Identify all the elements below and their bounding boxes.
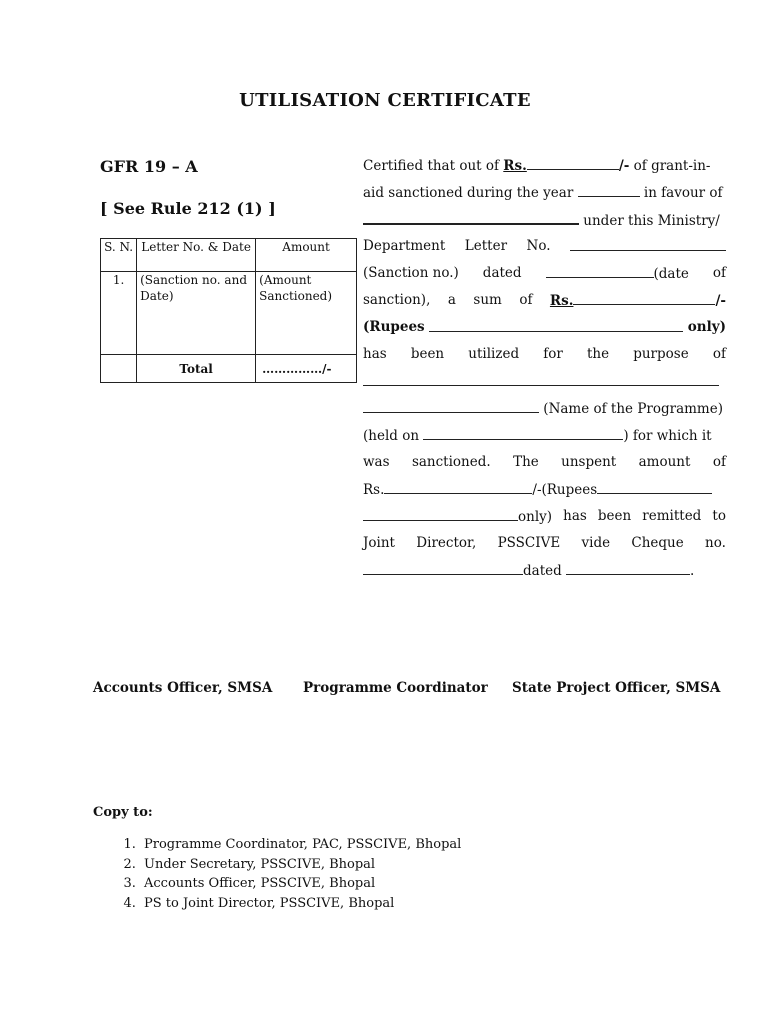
purpose-blank bbox=[363, 368, 719, 386]
rupees-words-blank bbox=[429, 314, 683, 332]
copy-to-label: Copy to: bbox=[93, 805, 153, 820]
para-word: remitted bbox=[642, 508, 702, 524]
para-word: has bbox=[563, 508, 587, 524]
list-item: 2. Under Secretary, PSSCIVE, Bhopal bbox=[140, 855, 461, 875]
para-word: Department bbox=[363, 238, 446, 254]
signature-accounts-officer: Accounts Officer, SMSA bbox=[93, 680, 273, 696]
para-line-13 bbox=[363, 476, 726, 503]
para-line-8 bbox=[363, 341, 726, 368]
total-label: Total bbox=[137, 355, 256, 383]
letter-no-blank bbox=[570, 233, 726, 251]
para-word: has bbox=[363, 346, 387, 362]
table-row bbox=[101, 272, 357, 355]
sum-blank bbox=[573, 287, 715, 305]
para-word: Director, bbox=[416, 535, 477, 551]
para-word: Joint bbox=[363, 535, 395, 551]
signature-state-project-officer: State Project Officer, SMSA bbox=[512, 680, 721, 696]
para-word: sanction), bbox=[363, 292, 431, 308]
para-line-12 bbox=[363, 449, 726, 476]
para-text: (Name of the Programme) bbox=[543, 401, 723, 417]
cheque-no-blank bbox=[363, 557, 523, 575]
header-sn: S. N. bbox=[101, 239, 137, 272]
list-item: 1. Programme Coordinator, PAC, PSSCIVE, Bhopal bbox=[140, 835, 461, 855]
para-line-4 bbox=[363, 233, 726, 260]
para-word: of bbox=[712, 346, 726, 362]
rule-reference: [ See Rule 212 (1) ] bbox=[100, 199, 276, 218]
para-text: Certified that out of bbox=[363, 158, 499, 174]
para-text: of grant-in- bbox=[633, 158, 711, 174]
rs-label: Rs. bbox=[549, 293, 574, 309]
rs-label: Rs. bbox=[363, 482, 385, 498]
signature-programme-coordinator: Programme Coordinator bbox=[303, 680, 488, 696]
para-word: of bbox=[712, 265, 726, 281]
list-item: 4. PS to Joint Director, PSSCIVE, Bhopal bbox=[140, 894, 461, 914]
para-line-15 bbox=[363, 530, 726, 557]
para-word: (Sanction no.) bbox=[363, 265, 459, 281]
dated-blank bbox=[546, 260, 654, 278]
para-word: sum bbox=[473, 292, 502, 308]
total-value: ……………/- bbox=[256, 355, 357, 383]
para-word: No. bbox=[526, 238, 551, 254]
held-on-blank bbox=[423, 422, 623, 440]
para-word: (date bbox=[653, 266, 689, 282]
para-word: sanctioned. bbox=[411, 454, 491, 470]
para-line-6 bbox=[363, 287, 726, 314]
amount-blank bbox=[527, 152, 619, 170]
para-word: only) bbox=[518, 509, 553, 525]
para-word: was bbox=[363, 454, 390, 470]
row-sn: 1. bbox=[101, 272, 137, 355]
para-text: /-(Rupees bbox=[532, 482, 598, 498]
rupees-label: (Rupees bbox=[363, 319, 425, 335]
para-word: to bbox=[712, 508, 726, 524]
header-amount: Amount bbox=[256, 239, 357, 272]
table-header-row bbox=[101, 239, 357, 272]
para-word: a bbox=[447, 292, 456, 308]
para-word: been bbox=[410, 346, 445, 362]
para-text: . bbox=[690, 563, 695, 579]
para-text: (held on bbox=[363, 428, 420, 444]
para-word: unspent bbox=[561, 454, 617, 470]
table-total-row bbox=[101, 355, 357, 383]
para-text: in favour of bbox=[643, 185, 723, 201]
document-title: UTILISATION CERTIFICATE bbox=[239, 90, 531, 111]
para-word: vide bbox=[581, 535, 611, 551]
unspent-blank bbox=[384, 476, 532, 494]
para-line-7 bbox=[363, 314, 726, 341]
form-number: GFR 19 – A bbox=[100, 157, 198, 176]
para-line-2 bbox=[363, 179, 726, 206]
total-blank bbox=[101, 355, 137, 383]
para-word: dated bbox=[482, 265, 522, 281]
para-word: Letter bbox=[464, 238, 508, 254]
row-amount: (Amount Sanctioned) bbox=[256, 272, 357, 355]
para-word: The bbox=[513, 454, 539, 470]
para-line-1 bbox=[363, 152, 726, 179]
para-line-10 bbox=[363, 395, 726, 422]
certificate-paragraph bbox=[363, 152, 726, 592]
para-text: dated bbox=[523, 563, 562, 579]
only-label: only) bbox=[687, 319, 726, 335]
para-word: purpose bbox=[633, 346, 689, 362]
para-line-3 bbox=[363, 206, 726, 233]
para-text: aid sanctioned during the year bbox=[363, 185, 574, 201]
para-word: for bbox=[543, 346, 563, 362]
programme-blank bbox=[363, 395, 539, 413]
para-text: /- bbox=[618, 158, 630, 174]
year-blank bbox=[578, 179, 640, 197]
para-line-16 bbox=[363, 557, 726, 584]
para-word: Cheque bbox=[631, 535, 684, 551]
para-word: /- bbox=[715, 293, 726, 309]
para-text: ) for which it bbox=[623, 428, 712, 444]
row-letter: (Sanction no. and Date) bbox=[137, 272, 256, 355]
para-word: amount bbox=[638, 454, 691, 470]
unspent-words-blank bbox=[597, 476, 712, 494]
para-line-9 bbox=[363, 368, 726, 395]
para-line-14 bbox=[363, 503, 726, 530]
para-line-5 bbox=[363, 260, 726, 287]
para-word: been bbox=[597, 508, 632, 524]
favour-blank bbox=[363, 206, 579, 225]
para-word: PSSCIVE bbox=[497, 535, 561, 551]
cheque-date-blank bbox=[566, 557, 690, 575]
para-word: of bbox=[519, 292, 533, 308]
para-word: utilized bbox=[468, 346, 520, 362]
para-word: of bbox=[712, 454, 726, 470]
header-letter: Letter No. & Date bbox=[137, 239, 256, 272]
copy-to-list bbox=[100, 835, 461, 913]
utilisation-table bbox=[100, 238, 357, 383]
list-item: 3. Accounts Officer, PSSCIVE, Bhopal bbox=[140, 874, 461, 894]
rs-label: Rs. bbox=[503, 158, 527, 174]
para-line-11 bbox=[363, 422, 726, 449]
para-word: no. bbox=[705, 535, 726, 551]
unspent-words-blank-2 bbox=[363, 503, 518, 521]
para-text: under this Ministry/ bbox=[583, 213, 720, 229]
para-word: the bbox=[586, 346, 610, 362]
